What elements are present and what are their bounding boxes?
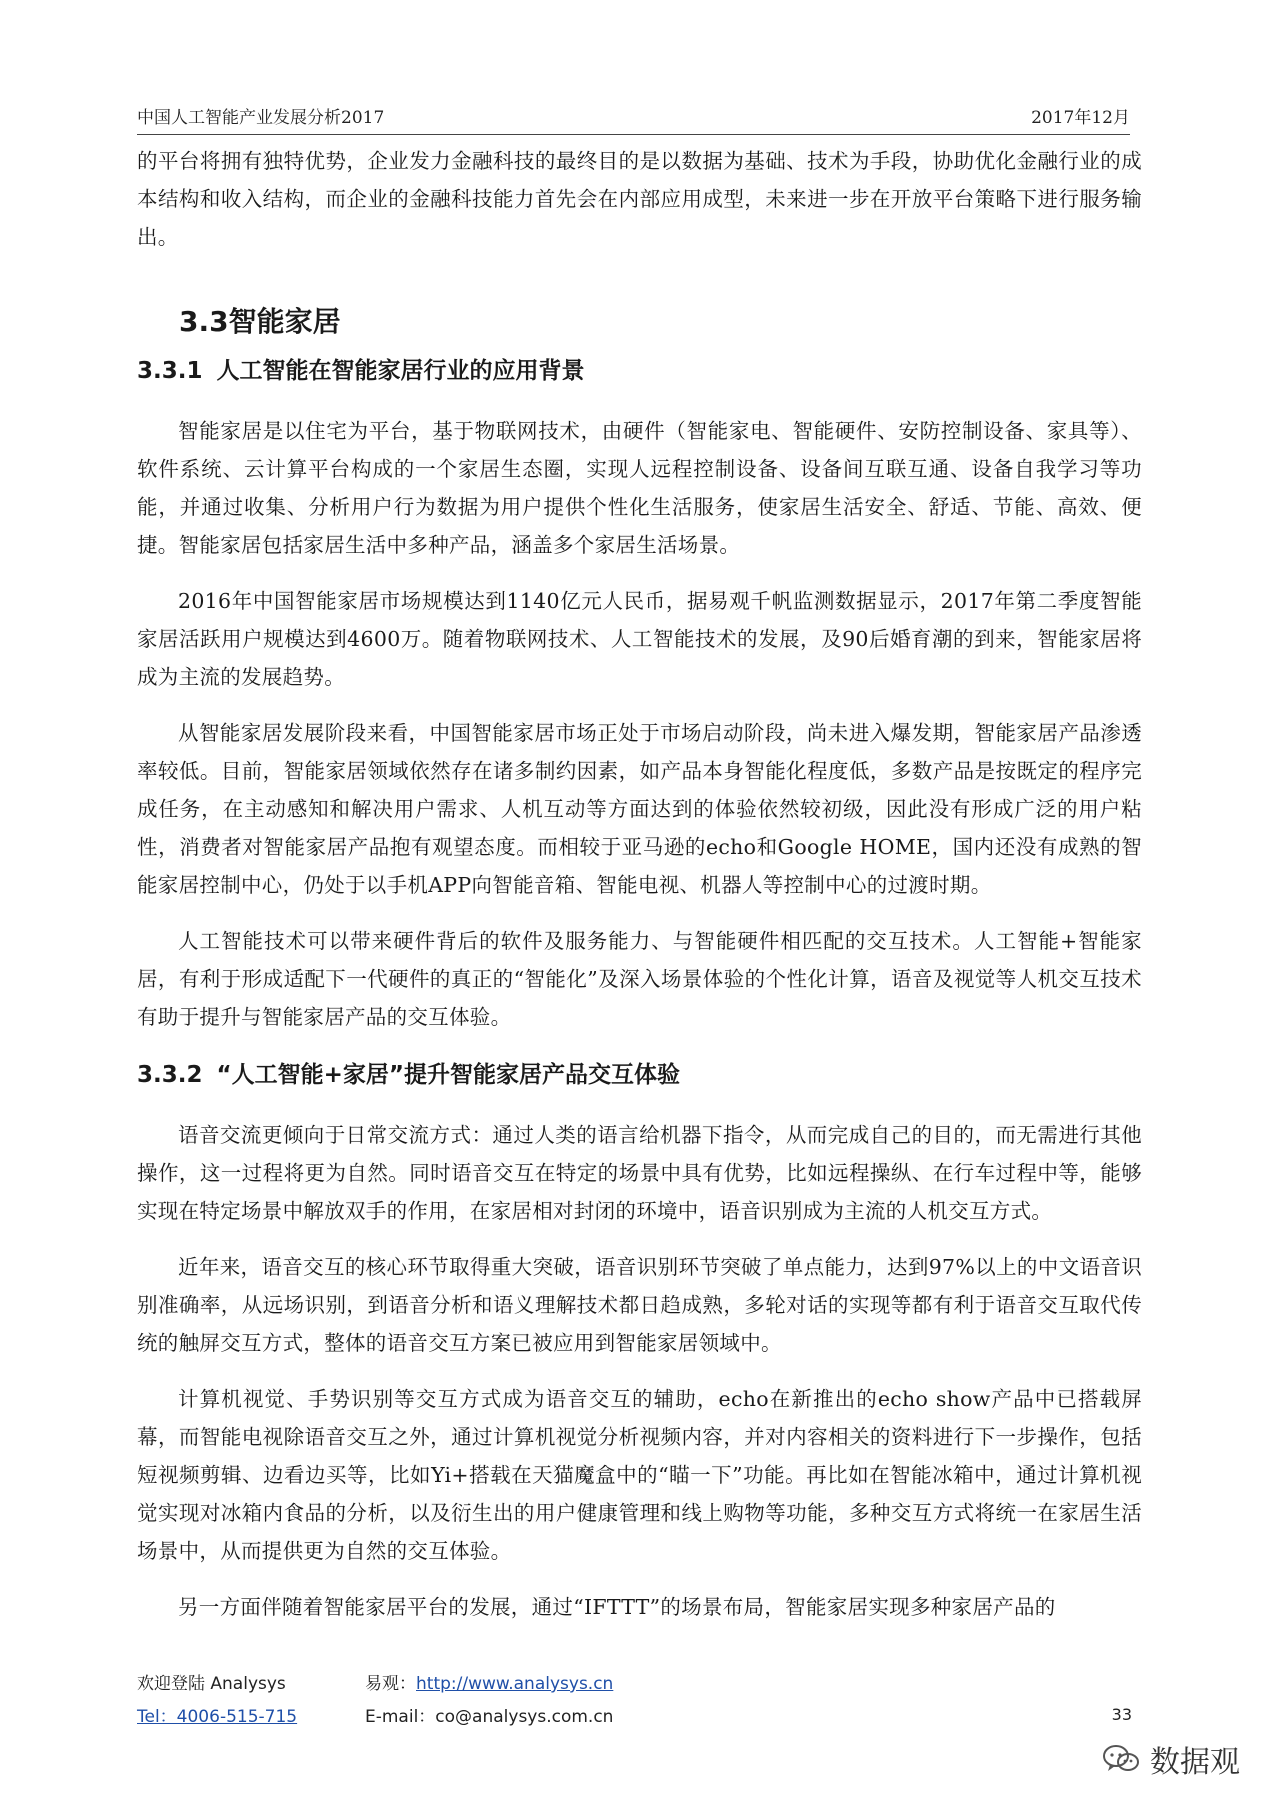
footer-yiguan-label: 易观： — [365, 1674, 416, 1694]
subsection-heading-2 — [137, 1058, 1142, 1092]
intro-paragraph: 的平台将拥有独特优势，企业发力金融科技的最终目的是以数据为基础、技术为手段，协助优化金融行业的成本结构和收入结构，而企业的金融科技能力首先会在内部应用成型，未来进一步在开放平台策略下进行服务输出。 — [137, 149, 1142, 249]
watermark-text: 数据观 — [1150, 1745, 1240, 1780]
paragraph: 从智能家居发展阶段来看，中国智能家居市场正处于市场启动阶段，尚未进入爆发期，智能家居产品渗透率较低。目前，智能家居领域依然存在诸多制约因素，如产品本身智能化程度低，多数产品是按既定的程序完成任务，在主动感知和解决用户需求、人机互动等方面达到的体验依然较初级，因此没有形成广泛的用户粘性，消费者对智能家居产品抱有观望态度。而相较于亚马逊的echo和Google HOME，国内还没有成熟的智能家居控制中心，仍处于以手机APP向智能音箱、智能电视、机器人等控制中心的过渡时期。 — [137, 721, 1142, 897]
footer-welcome: 欢迎登陆 Analysys — [137, 1674, 286, 1694]
paragraph: 人工智能技术可以带来硬件背后的软件及服务能力、与智能硬件相匹配的交互技术。人工智能+智能家居，有利于形成适配下一代硬件的真正的“智能化”及深入场景体验的个性化计算，语音及视觉等人机交互技术有助于提升与智能家居产品的交互体验。 — [137, 929, 1142, 1029]
wechat-icon — [1102, 1744, 1140, 1774]
subsection-number: 3.3.1 — [137, 358, 203, 384]
paragraph: 近年来，语音交互的核心环节取得重大突破，语音识别环节突破了单点能力，达到97%以上的中文语音识别准确率，从远场识别，到语音分析和语义理解技术都日趋成熟，多轮对话的实现等都有利于语音交互取代传统的触屏交互方式，整体的语音交互方案已被应用到智能家居领域中。 — [137, 1255, 1142, 1355]
subsection-title: “人工智能+家居”提升智能家居产品交互体验 — [216, 1062, 681, 1088]
paragraph: 2016年中国智能家居市场规模达到1140亿元人民币，据易观千帆监测数据显示，2017年第二季度智能家居活跃用户规模达到4600万。随着物联网技术、人工智能技术的发展，及90后婚育潮的到来，智能家居将成为主流的发展趋势。 — [137, 589, 1142, 689]
report-date: 2017年12月 — [1031, 108, 1130, 128]
page-footer — [137, 1665, 1132, 1731]
website-link[interactable]: http://www.analysys.cn — [416, 1674, 614, 1694]
tel-link[interactable]: Tel：4006-515-715 — [137, 1707, 298, 1727]
footer-email: E-mail：co@analysys.com.cn — [365, 1707, 614, 1727]
subsection-heading-1 — [137, 354, 1142, 388]
watermark — [1102, 1737, 1240, 1781]
subsection-title: 人工智能在智能家居行业的应用背景 — [216, 358, 585, 384]
section-title: 3.3智能家居 — [179, 305, 341, 338]
page-number: 33 — [1111, 1705, 1132, 1724]
paragraph: 另一方面伴随着智能家居平台的发展，通过“IFTTT”的场景布局，智能家居实现多种家居产品的 — [178, 1595, 1056, 1619]
page-header — [137, 103, 1130, 135]
paragraph: 计算机视觉、手势识别等交互方式成为语音交互的辅助，echo在新推出的echo show产品中已搭载屏幕，而智能电视除语音交互之外，通过计算机视觉分析视频内容，并对内容相关的资料进行下一步操作，包括短视频剪辑、边看边买等，比如Yi+搭载在天猫魔盒中的“瞄一下”功能。再比如在智能冰箱中，通过计算机视觉实现对冰箱内食品的分析，以及衍生出的用户健康管理和线上购物等功能，多种交互方式将统一在家居生活场景中，从而提供更为自然的交互体验。 — [137, 1387, 1142, 1563]
subsection-number: 3.3.2 — [137, 1062, 203, 1088]
paragraph: 智能家居是以住宅为平台，基于物联网技术，由硬件（智能家电、智能硬件、安防控制设备、家具等）、软件系统、云计算平台构成的一个家居生态圈，实现人远程控制设备、设备间互联互通、设备自我学习等功能，并通过收集、分析用户行为数据为用户提供个性化生活服务，使家居生活安全、舒适、节能、高效、便捷。智能家居包括家居生活中多种产品，涵盖多个家居生活场景。 — [137, 419, 1142, 557]
page-content — [137, 142, 1142, 1644]
report-title: 中国人工智能产业发展分析2017 — [137, 108, 385, 128]
paragraph: 语音交流更倾向于日常交流方式：通过人类的语言给机器下指令，从而完成自己的目的，而无需进行其他操作，这一过程将更为自然。同时语音交互在特定的场景中具有优势，比如远程操纵、在行车过程中等，能够实现在特定场景中解放双手的作用，在家居相对封闭的环境中，语音识别成为主流的人机交互方式。 — [137, 1123, 1142, 1223]
